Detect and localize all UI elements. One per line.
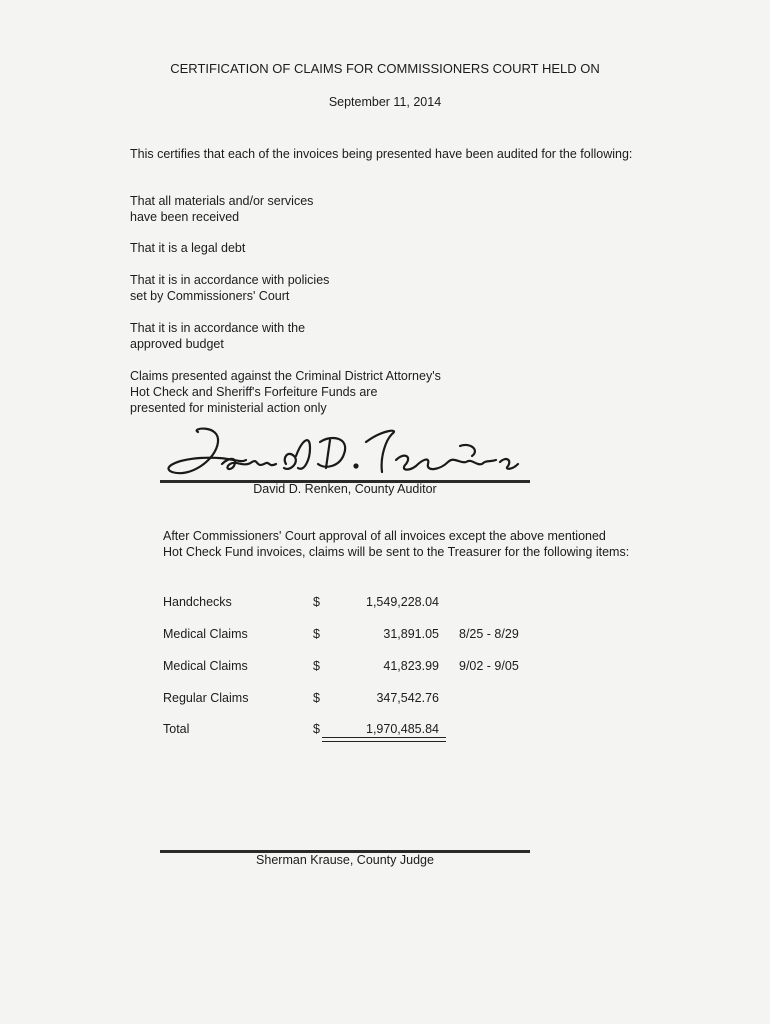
condition-legal-debt [130,240,245,256]
claim-amount: 31,891.05 [383,627,439,641]
condition-line: Hot Check and Sheriff's Forfeiture Funds are [130,385,378,399]
condition-materials-received [130,193,313,225]
treasurer-instructions [163,528,629,560]
condition-line: presented for ministerial action only [130,401,327,415]
claim-range: 9/02 - 9/05 [459,659,519,673]
claim-currency: $ [313,627,320,641]
condition-line: set by Commissioners' Court [130,289,290,303]
claim-currency: $ [313,691,320,705]
total-double-underline [322,741,446,742]
claim-label: Regular Claims [163,691,249,705]
total-underline [322,737,446,738]
claim-range: 8/25 - 8/29 [459,627,519,641]
claim-currency: $ [313,595,320,609]
claim-amount: 347,542.76 [376,691,439,705]
total-amount: 1,970,485.84 [366,722,439,736]
condition-line: That it is a legal debt [130,241,246,255]
condition-line: Claims presented against the Criminal District Attorney's [130,369,441,383]
condition-budget [130,320,305,352]
claim-amount: 1,549,228.04 [366,595,439,609]
condition-line: approved budget [130,337,224,351]
judge-caption: Sherman Krause, County Judge [256,853,434,867]
condition-line: That it is in accordance with the [130,321,306,335]
condition-policies [130,272,329,304]
condition-hot-check [130,368,441,416]
instruction-line: Hot Check Fund invoices, claims will be sent to the Treasurer for the following items: [163,545,630,559]
condition-line: have been received [130,210,240,224]
condition-line: That it is in accordance with policies [130,273,330,287]
claim-amount: 41,823.99 [383,659,439,673]
claim-currency: $ [313,659,320,673]
claim-label: Medical Claims [163,659,248,673]
certification-statement: This certifies that each of the invoices being presented have been audited for the following: [130,147,633,161]
instruction-line: After Commissioners' Court approval of all invoices except the above mentioned [163,529,606,543]
auditor-signature [160,420,530,482]
claim-label: Handchecks [163,595,232,609]
total-currency: $ [313,722,320,736]
condition-line: That all materials and/or services [130,194,314,208]
claim-label: Medical Claims [163,627,248,641]
court-date: September 11, 2014 [328,95,442,109]
document-title: CERTIFICATION OF CLAIMS FOR COMMISSIONERS COURT HELD ON [170,61,600,76]
total-label: Total [163,722,190,736]
auditor-caption: David D. Renken, County Auditor [253,482,437,496]
